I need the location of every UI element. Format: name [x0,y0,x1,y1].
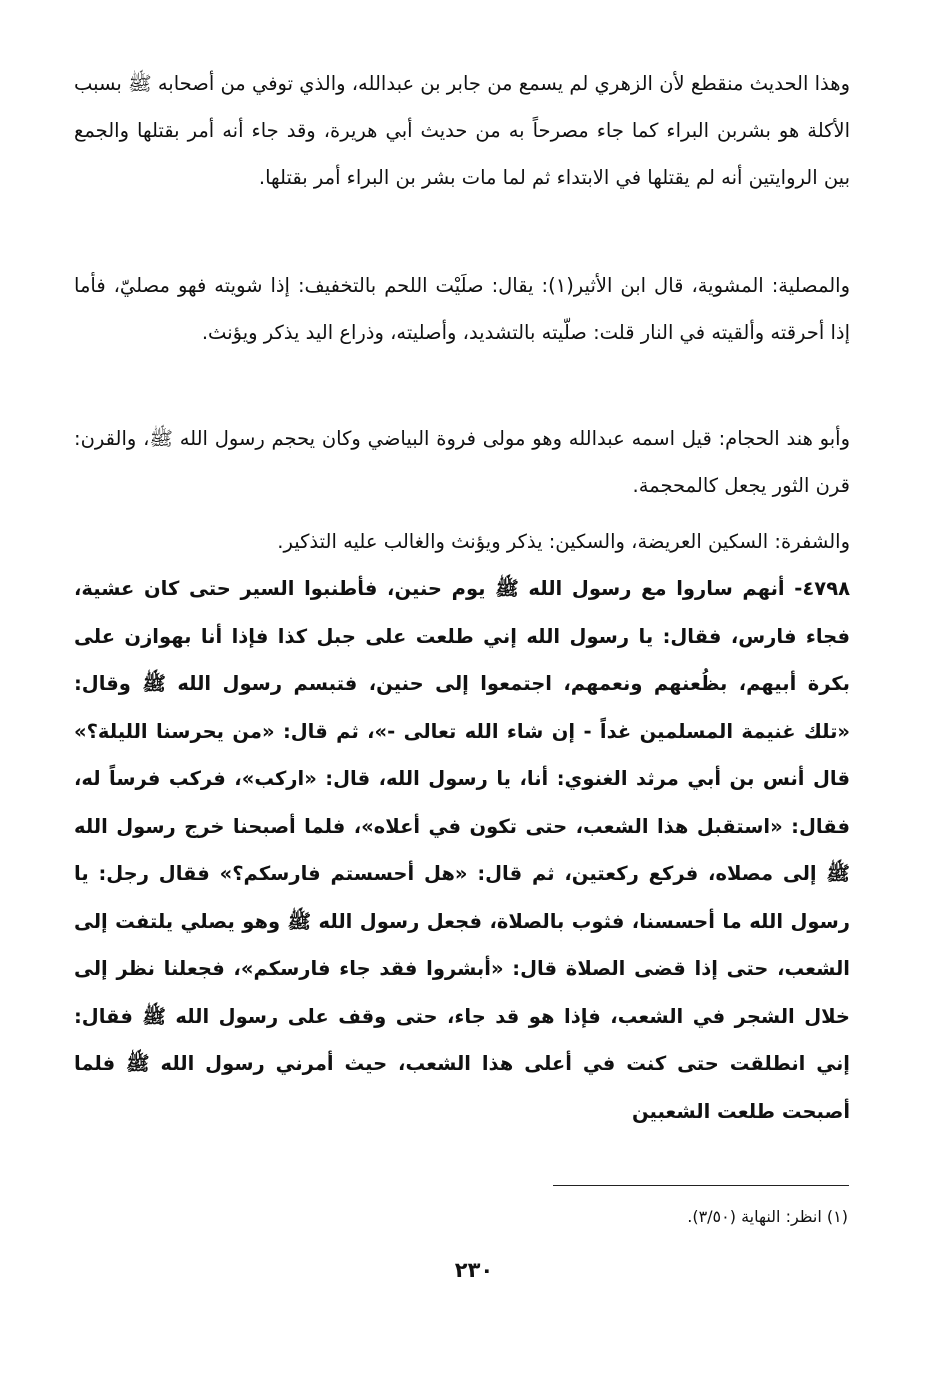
commentary-paragraph-shafra: والشفرة: السكين العريضة، والسكين: يذكر ويؤنث والغالب عليه التذكير. [277,530,850,553]
footnote-divider [553,1185,849,1186]
footnote: (١) انظر: النهاية (٣/٥٠). [687,1207,848,1226]
hadith-paragraph-4798: ٤٧٩٨- أنهم ساروا مع رسول الله ﷺ يوم حنين، فأطنبوا السير حتى كان عشية، فجاء فارس، فقال: يا رسول الله إني طلعت على جبل كذا فإذا أنا بهوازن على بكرة أبيهم، بظُعنهم ونعمهم، اجتمعوا إلى حنين، فتبسم رسول الله ﷺ وقال: «تلك غنيمة المسلمين غداً - إن شاء الله تعالى -»، ثم قال: «من يحرسنا الليلة؟» قال أنس بن أبي مرثد الغنوي: أنا، يا رسول الله، قال: «اركب»، فركب فرساً له، فقال: «استقبل هذا الشعب، حتى تكون في أعلاه»، فلما أصبحنا خرج رسول الله ﷺ إلى مصلاه، فركع ركعتين، ثم قال: «هل أحسستم فارسكم؟» فقال رجل: يا رسول الله ما أحسسنا، فثوب بالصلاة، فجعل رسول الله ﷺ وهو يصلي يلتفت إلى الشعب، حتى إذا قضى الصلاة قال: «أبشروا فقد جاء فارسكم»، فجعلنا نظر إلى خلال الشجر في الشعب، فإذا هو قد جاء، حتى وقف على رسول الله ﷺ فقال: إني انطلقت حتى كنت في أعلى هذا الشعب، حيث أمرني رسول الله ﷺ فلما أصبحت طلعت الشعبين [74,577,850,1123]
commentary-paragraph-musliya: والمصلية: المشوية، قال ابن الأثير(١): يقال: صلَيْت اللحم بالتخفيف: إذا شويته فهو مصليّ، فأما إذا أحرقته وألقيته في النار قلت: صلّيته بالتشديد، وأصليته، وذراع اليد يذكر ويؤنث. [74,274,851,344]
commentary-paragraph-hadith-source: وهذا الحديث منقطع لأن الزهري لم يسمع من جابر بن عبدالله، والذي توفي من أصحابه ﷺ بسبب الأكلة هو بشربن البراء كما جاء مصرحاً به من حديث أبي هريرة، وقد جاء أنه أمر بقتلها والجمع بين الروايتين أنه لم يقتلها في الابتداء ثم لما مات بشر بن البراء أمر بقتلها. [74,72,850,189]
commentary-paragraph-abu-hind: وأبو هند الحجام: قيل اسمه عبدالله وهو مولى فروة البياضي وكان يحجم رسول الله ﷺ، والقرن: قرن الثور يجعل كالمحجمة. [74,427,850,497]
page-number: ٢٣٠ [454,1258,494,1282]
